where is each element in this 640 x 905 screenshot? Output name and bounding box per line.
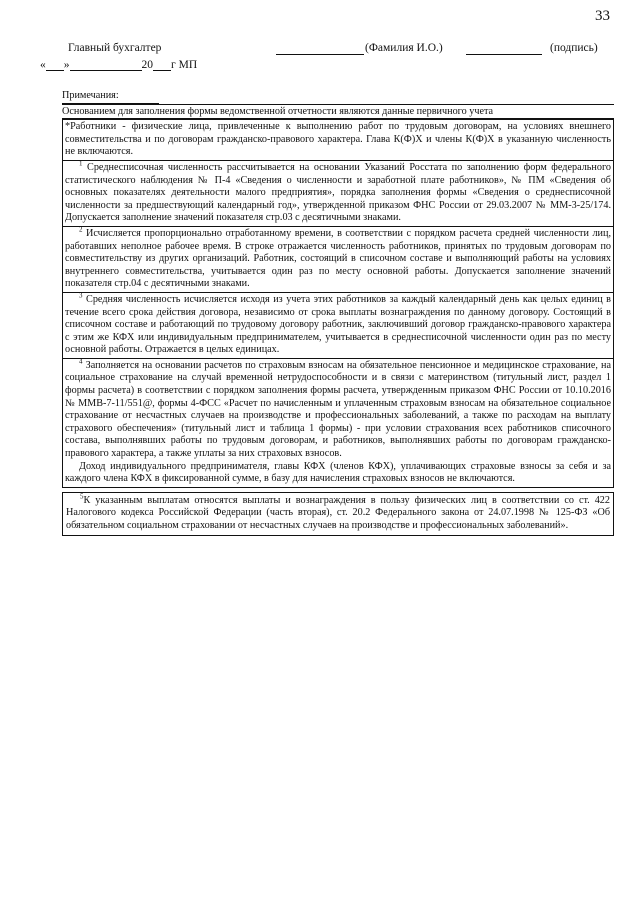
footnote-2: [62, 227, 614, 293]
footnote-4: [62, 359, 614, 488]
year-blank: [153, 58, 171, 71]
footnote-1: [62, 161, 614, 227]
page-number: 33: [595, 8, 610, 24]
notes-section: [62, 90, 614, 536]
month-blank: [70, 58, 142, 71]
footnote-4-income: Доход индивидуального предпринимателя, главы КФХ (членов КФХ), уплачивающих страховые взносы за себя и за каждого члена КФХ в фиксированной сумме, в базу для начисления страховых взносов не включаются.: [65, 460, 611, 485]
footnote-3-text: Средняя численность исчисляется исходя из учета этих работников за каждый календарный день как целых единиц в течение всего срока действия договора, независимо от срока выплаты вознаграждения по данному договору. Состоящий в списочном составе и работающий по трудовому договору работник, заключивший договор гражданско-правового характера с этим же КФХ или индивидуальным предпринимателем, учитывается в среднесписочной численности один раз по месту основной работы. Отражается в целых единицах.: [65, 293, 611, 356]
footnote-1-mark: 1: [79, 159, 83, 168]
sign-label: (подпись): [550, 42, 598, 54]
notes-title: Примечания:: [62, 90, 159, 104]
footnote-3-mark: 3: [79, 291, 83, 300]
day-blank: [46, 58, 64, 71]
name-label: (Фамилия И.О.): [365, 42, 443, 54]
footnote-4-text: Заполняется на основании расчетов по страховым взносам на обязательное пенсионное и медицинское страхование, на социальное страхование на случай временной нетрудоспособности и в связи с материнством (титульный лист, раздел 1 формы расчета) в соответствии с порядком заполнения формы расчета, утвержденным приказом ФНС России от 10.10.2016 № ММВ-7-11/551@, формы 4-ФСС «Расчет по начисленным и уплаченным страховым взносам на обязательное социальное страхование от несчастных случаев на производстве и профессиональных заболеваний, а также по расходам на выплату страхового обеспечения» (титульный лист и таблица 1 формы) - при условии страхования всех работников списочного состава, выполнявших работы по трудовым договорам, и работников, выполнявших работы по договорам гражданско-правового характера, а также уплаты за них страховых взносов.: [65, 359, 611, 460]
year-suffix: г МП: [171, 59, 198, 71]
sign-blank: [466, 42, 542, 55]
footnote-2-text: Исчисляется пропорционально отработанному времени, в соответствии с порядком расчета средней численности лиц, работавших неполное рабочее время. В строке отражается численность работников, принятых по трудовым договорам по совместительству из других организаций. Работник, состоящий в списочном составе и выполняющий работы на условиях внутреннего совместительства, учитывается один раз по месту основной работы. Допускается заполнение значений показателя стр.04 с десятичными знаками.: [65, 227, 611, 290]
year-prefix: 20: [141, 59, 153, 71]
footnote-5: [62, 492, 614, 536]
date-line: [40, 58, 197, 71]
footnote-3: [62, 293, 614, 359]
notes-basis: Основанием для заполнения формы ведомственной отчетности являются данные первичного учета: [62, 104, 614, 120]
footnote-2-mark: 2: [79, 225, 83, 234]
open-quote: «: [40, 59, 46, 71]
footnote-5-text: К указанным выплатам относятся выплаты и вознаграждения в пользу физических лиц в соответствии со ст. 422 Налогового кодекса Российской Федерации (часть вторая), ст. 20.2 Федерального закона от 24.07.1998 № 125-ФЗ «Об обязательном социальном страховании от несчастных случаев на производстве и профессиональных заболеваний».: [66, 494, 610, 531]
chief-accountant-label: Главный бухгалтер: [68, 42, 162, 54]
close-quote: »: [63, 59, 70, 71]
name-blank: [276, 42, 364, 55]
footnote-5-mark: 5: [80, 492, 84, 501]
note-workers: *Работники - физические лица, привлеченные к выполнению работ по трудовым договорам, на условиях внешнего совместительства и по договорам гражданско-правового характера. Глава К(Ф)Х и члены К(Ф)Х в указанную численность не включаются.: [62, 119, 614, 161]
footnote-1-text: Среднесписочная численность рассчитывается на основании Указаний Росстата по заполнению форм федерального статистического наблюдения № П-4 «Сведения о численности и заработной плате работников», № ПМ «Сведения об основных показателях деятельности малого предприятия», порядка заполнения формы «Сведения о среднесписочной численности за предшествующий календарный год», утвержденной приказом ФНС России от 29.03.2007 № ММ-3-25/174. Допускается заполнение значений показателя стр.03 с десятичными знаками.: [65, 161, 611, 224]
footnote-4-mark: 4: [79, 357, 83, 366]
